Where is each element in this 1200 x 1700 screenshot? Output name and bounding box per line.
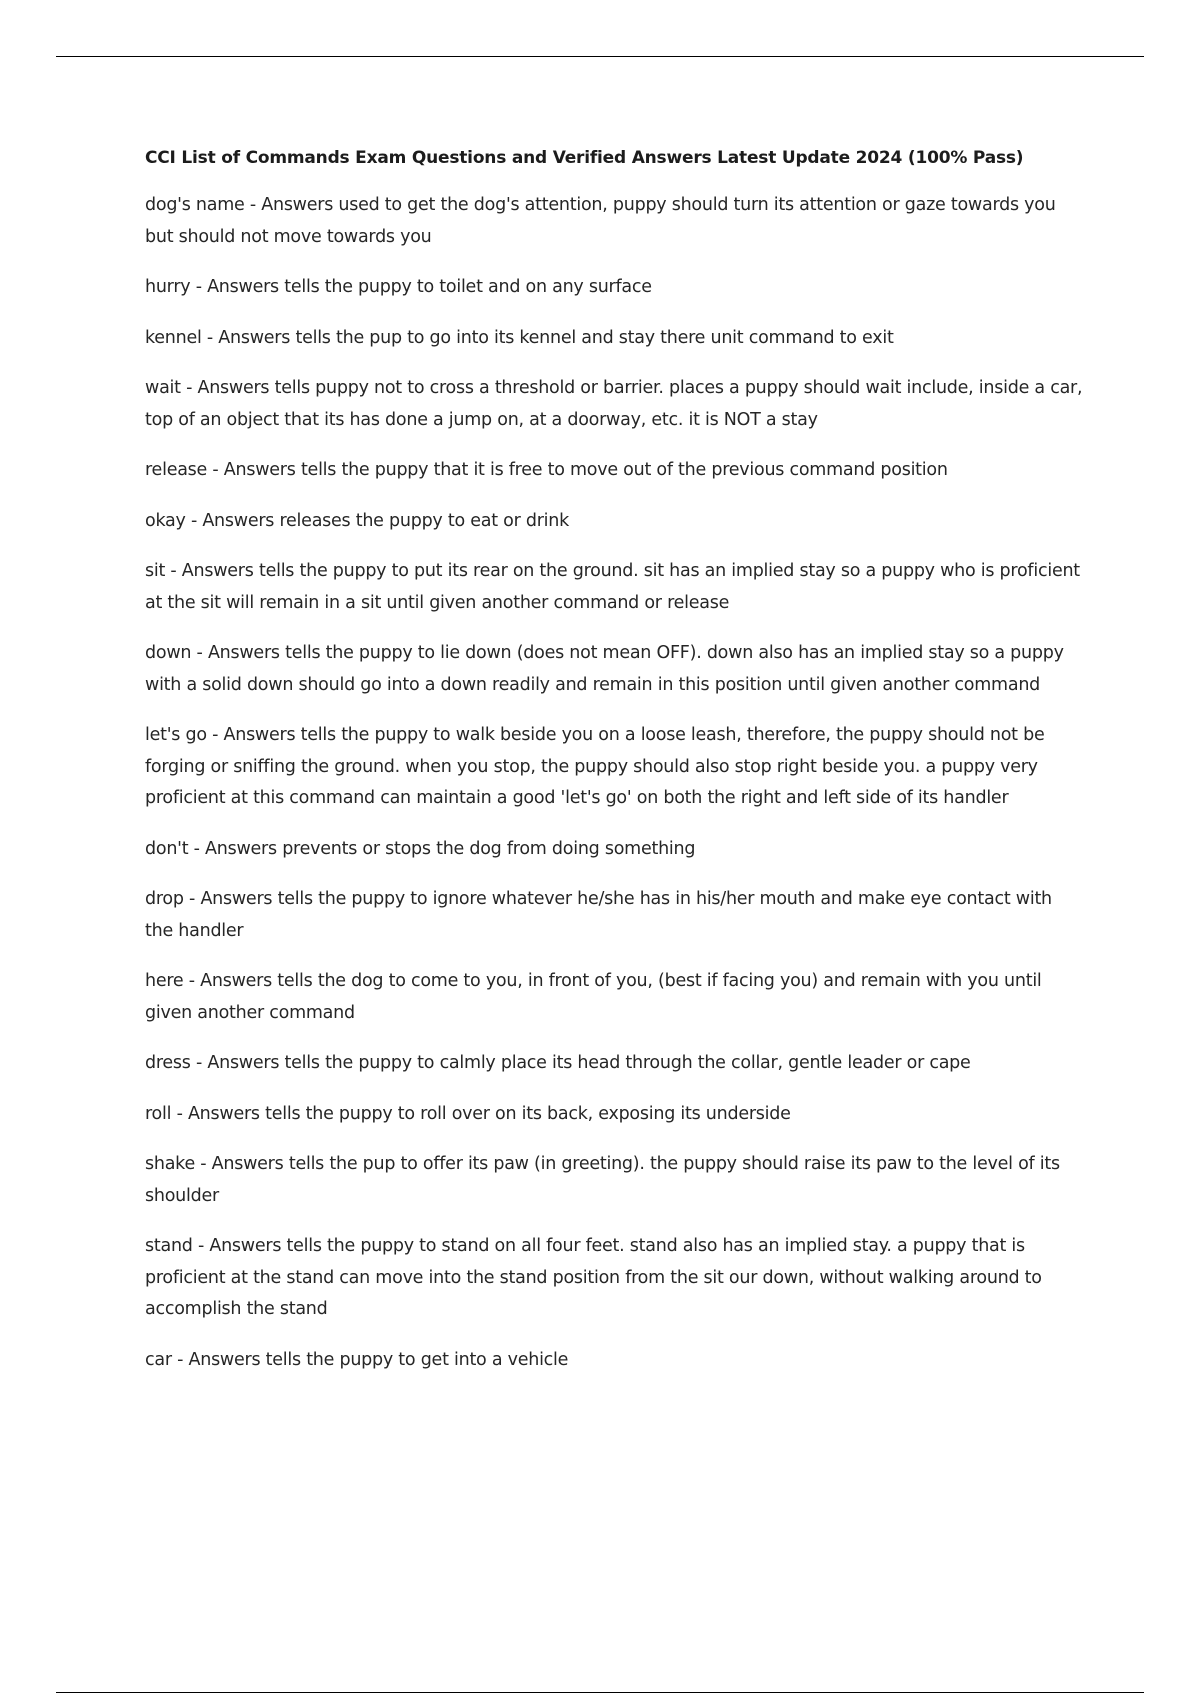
qa-term: drop - — [145, 889, 200, 909]
qa-term: dog's name - — [145, 195, 261, 215]
qa-item — [145, 1231, 1085, 1326]
qa-answer: tells the puppy to toilet and on any surface — [284, 277, 652, 297]
qa-item — [145, 506, 1085, 538]
qa-item — [145, 1048, 1085, 1080]
top-divider — [56, 56, 1144, 57]
qa-term: roll - — [145, 1104, 188, 1124]
qa-answer: tells the puppy to roll over on its back, exposing its underside — [265, 1103, 791, 1124]
qa-answer: tells the puppy to ignore whatever he/she has in his/her mouth and make eye contact with the handler — [145, 889, 1052, 941]
qa-term: kennel - — [145, 328, 218, 348]
qa-answer: tells the puppy to put its rear on the ground. sit has an implied stay so a puppy who is proficient at the sit will remain in a sit until given another command or release — [145, 561, 1080, 613]
qa-answer-prefix: Answers — [187, 1103, 260, 1124]
qa-term: okay - — [145, 511, 202, 531]
document-body — [145, 146, 1085, 1395]
qa-answer: prevents or stops the dog from doing something — [282, 838, 696, 859]
qa-answer-prefix: Answers — [207, 1053, 280, 1073]
qa-answer-prefix: Answers — [218, 327, 291, 348]
qa-answer: tells the puppy to stand on all four feet. stand also has an implied stay. a puppy that is proficient at the stand can move into the stand position from the sit our down, without walking around to accomplish the stand — [145, 1236, 1042, 1319]
qa-item — [145, 1149, 1085, 1212]
qa-answer: used to get the dog's attention, puppy should turn its attention or gaze towards you but should not move towards you — [145, 195, 1056, 247]
qa-term: dress - — [145, 1053, 207, 1073]
qa-answer: tells the pup to go into its kennel and stay there unit command to exit — [295, 327, 894, 348]
qa-item — [145, 556, 1085, 619]
bottom-divider — [56, 1692, 1144, 1693]
qa-term: car - — [145, 1350, 189, 1370]
qa-answer: tells the dog to come to you, in front of you, (best if facing you) and remain with you until given another command — [145, 971, 1042, 1023]
qa-answer-prefix: Answers — [202, 510, 275, 531]
qa-term: release - — [145, 460, 224, 480]
qa-answer: tells the pup to offer its paw (in greeting). the puppy should raise its paw to the level of its shoulder — [145, 1154, 1060, 1206]
qa-answer-prefix: Answers — [181, 561, 254, 581]
qa-term: hurry - — [145, 277, 207, 297]
document-title: CCI List of Commands Exam Questions and Verified Answers Latest Update 2024 (100% Pass) — [145, 148, 1024, 168]
qa-term: shake - — [145, 1154, 212, 1174]
qa-term: sit - — [145, 561, 182, 581]
qa-answer: tells puppy not to cross a threshold or barrier. places a puppy should wait include, inside a car, top of an object that its has done a jump on, at a doorway, etc. it is NOT a stay — [145, 378, 1083, 430]
qa-answer-prefix: Answers — [261, 195, 334, 215]
qa-list — [145, 190, 1085, 1376]
qa-item — [145, 455, 1085, 487]
qa-item — [145, 323, 1085, 355]
qa-answer-prefix: Answers — [197, 378, 270, 398]
qa-item — [145, 190, 1085, 253]
qa-item — [145, 638, 1085, 701]
qa-item — [145, 834, 1085, 866]
qa-item — [145, 720, 1085, 815]
qa-answer-prefix: Answers — [200, 971, 272, 991]
qa-term: stand - — [145, 1236, 209, 1256]
qa-answer-prefix: Answers — [207, 643, 280, 663]
qa-item — [145, 884, 1085, 947]
qa-answer: tells the puppy to calmly place its head through the collar, gentle leader or cape — [284, 1053, 971, 1073]
qa-answer-prefix: Answers — [205, 838, 277, 859]
qa-term: let's go - — [145, 725, 224, 745]
qa-answer-prefix: Answers — [200, 889, 273, 909]
qa-answer-prefix: Answers — [223, 460, 296, 480]
qa-item — [145, 1099, 1085, 1131]
qa-answer: tells the puppy to lie down (does not mean OFF). down also has an implied stay so a puppy with a solid down should go into a down readily and remain in this position until given another command — [145, 643, 1064, 695]
qa-term: don't - — [145, 839, 205, 859]
qa-term: wait - — [145, 378, 197, 398]
qa-answer: releases the puppy to eat or drink — [279, 510, 569, 531]
qa-answer-prefix: Answers — [188, 1349, 261, 1370]
qa-answer: tells the puppy to walk beside you on a loose leash, therefore, the puppy should not be forging or sniffing the ground. when you stop, the puppy should also stop right beside you. a puppy very proficient at this command can maintain a good 'let's go' on both the right and left side of its handler — [145, 725, 1045, 808]
qa-answer: tells the puppy that it is free to move out of the previous command position — [300, 460, 948, 480]
qa-item — [145, 373, 1085, 436]
qa-item — [145, 1345, 1085, 1377]
qa-term: down - — [145, 643, 208, 663]
qa-answer-prefix: Answers — [209, 1236, 282, 1256]
qa-item — [145, 272, 1085, 304]
qa-answer: tells the puppy to get into a vehicle — [265, 1349, 569, 1370]
qa-answer-prefix: Answers — [223, 725, 296, 745]
qa-answer-prefix: Answers — [211, 1154, 284, 1174]
qa-item — [145, 966, 1085, 1029]
qa-answer-prefix: Answers — [207, 277, 279, 297]
qa-term: here - — [145, 971, 200, 991]
